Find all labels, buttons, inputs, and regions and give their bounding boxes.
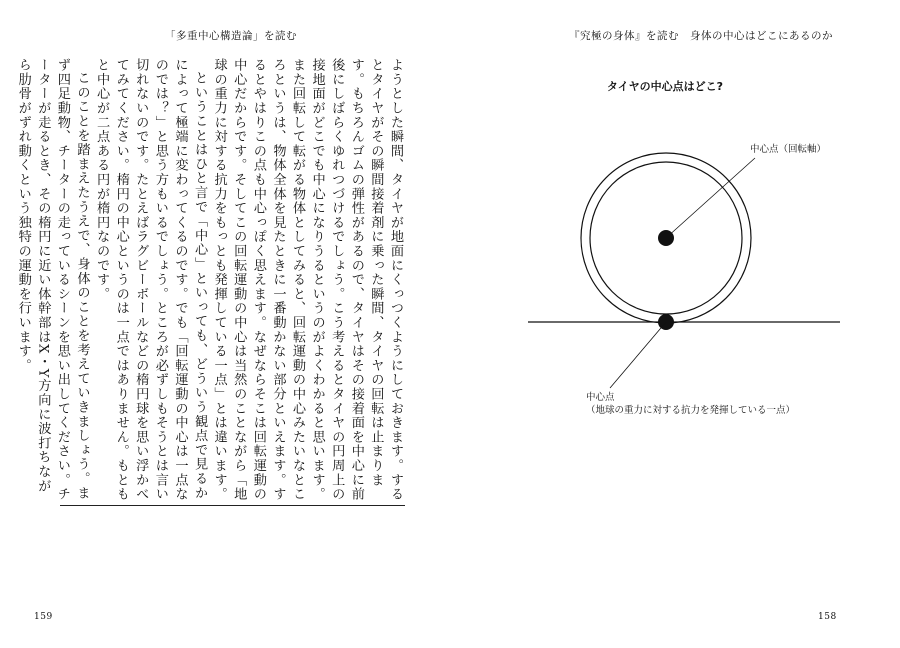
paragraph-3: このことを踏まえたうえで、身体のことを考えていきましょう。まず四足動物、チーターの走っているシーンを思い出してください。チーターが走るとき、その楕円に近い体幹部はX・Y方向に波打ちながら肋骨がずれ動くという独特の運動を行います。 — [15, 58, 90, 502]
contact-leader-line — [610, 322, 666, 388]
body-text — [15, 58, 405, 503]
axis-label: 中心点（回転軸） — [750, 144, 827, 155]
right-running-head: 『究極の身体』を読む 身体の中心はどこにあるのか — [569, 30, 833, 42]
left-page-number: 159 — [34, 612, 53, 622]
contact-label-line1: 中心点 — [586, 392, 615, 403]
right-page-number: 158 — [818, 612, 837, 622]
paragraph-2: ということはひと言で「中心」といっても、どういう観点で見るかによって極端に変わってくるのです。でも「回転運動の中心は一点なのでは？」と思う方もいるでしょう。ところが必ずしもそうとは言い切れないのです。たとえばラグビーボールなどの楕円球を思い浮かべてみてください。楕円の中心というのは一点ではありません。もともと中心が二点ある円が楕円なのです。 — [94, 58, 208, 502]
right-page — [450, 0, 900, 648]
text-bottom-rule — [60, 505, 405, 506]
tire-center-figure — [450, 0, 900, 648]
contact-label-line2: （地球の重力に対する抗力を発揮している一点） — [586, 405, 796, 416]
figure-title: タイヤの中心点はどこ? — [606, 80, 724, 93]
paragraph-1: ようとした瞬間、タイヤが地面にくっつくようにしておきます。するとタイヤがその瞬間接着剤に乗った瞬間、タイヤの回転は止まります。もちろんゴムの弾性があるので、タイヤはその接着面を中心に前後にしばらくゆれつづけるでしょう。こう考えるとタイヤの円周上の接地面がどこでも中心になりうるというのがよくわかると思います。また回転して転がる物体としてみると、回転運動の中心みたいなところというは、物体全体を見たときに一番動かない部分といえます。するとやはりこの点も中心っぽく思えます。なぜならそこは回転運動の中心だからです。そしてこの回転運動の中心は当然のことながら「地球の重力に対する抗力をもっとも発揮している一点」とは違います。 — [211, 58, 403, 502]
left-running-head: 「多重中心構造論」を読む — [165, 30, 297, 42]
